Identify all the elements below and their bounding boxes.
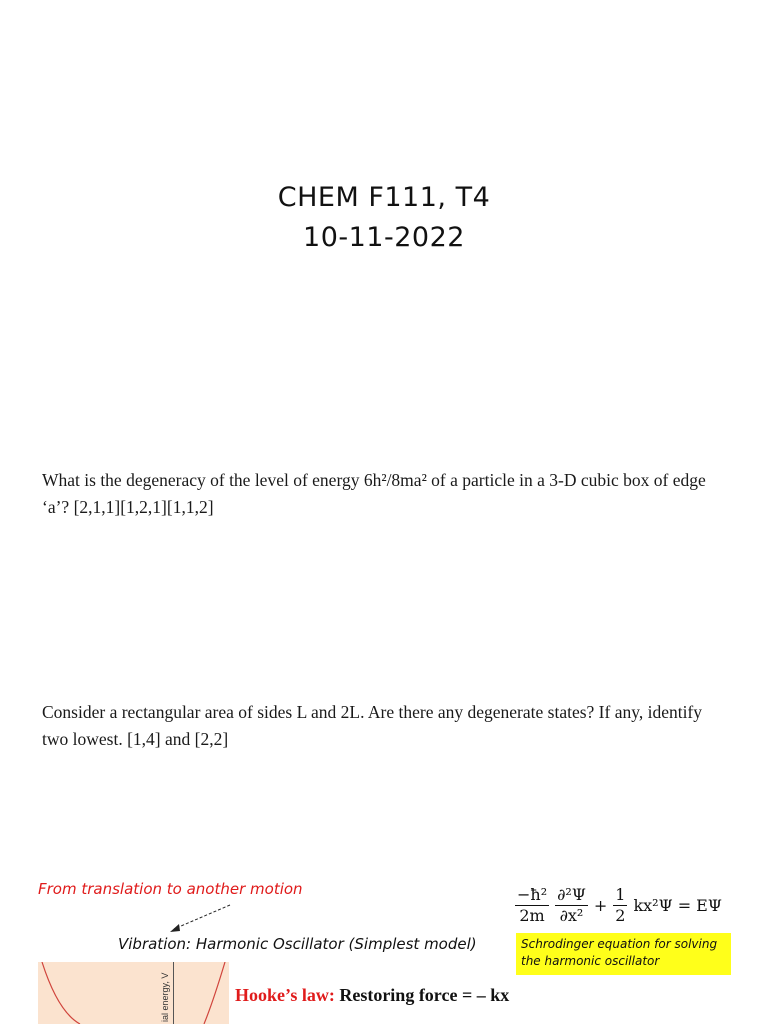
- hookes-law-label: Hooke’s law:: [235, 985, 335, 1005]
- question-rectangular-area: Consider a rectangular area of sides L and 2L. Are there any degenerate states? If any, identify two lowest. [1,4] and [2,2]: [42, 702, 703, 749]
- eq-term-half: [613, 885, 627, 926]
- eq-hbar-num: −ħ²: [517, 884, 548, 904]
- eq-plus: +: [593, 895, 608, 915]
- potential-energy-plot: [38, 962, 229, 1024]
- eq-term-derivative: [555, 885, 588, 926]
- potential-axis-label: ial energy, V: [160, 972, 170, 1022]
- eq-half-num: 1: [615, 884, 626, 904]
- hookes-law: [235, 985, 509, 1006]
- title-course: CHEM F111, T4: [277, 182, 491, 213]
- parabola-curve: [38, 962, 229, 1024]
- translation-note: From translation to another motion: [38, 880, 303, 898]
- eq-rest: kx²Ψ = EΨ: [633, 895, 722, 915]
- schrodinger-note: Schrodinger equation for solving the harmonic oscillator: [516, 933, 731, 975]
- title-date: 10-11-2022: [303, 222, 465, 253]
- eq-half-den: 2: [615, 905, 626, 925]
- page-title: [0, 178, 768, 258]
- schrodinger-equation: [512, 879, 725, 931]
- dashed-arrow-icon: [160, 902, 240, 936]
- question-cubic-box: What is the degeneracy of the level of energy 6h²/8ma² of a particle in a 3-D cubic box of edge ‘a’? [2,1,1][1,2,1][1,1,2]: [42, 470, 706, 517]
- vibration-label: Vibration: Harmonic Oscillator (Simplest model): [118, 935, 477, 953]
- eq-hbar-den: 2m: [519, 905, 545, 925]
- potential-axis-line: [173, 962, 174, 1024]
- eq-term-hbar: [515, 885, 549, 926]
- hookes-law-text: Restoring force = – kx: [334, 985, 510, 1005]
- eq-deriv-den: ∂x²: [559, 905, 584, 925]
- eq-deriv-num: ∂²Ψ: [557, 884, 586, 904]
